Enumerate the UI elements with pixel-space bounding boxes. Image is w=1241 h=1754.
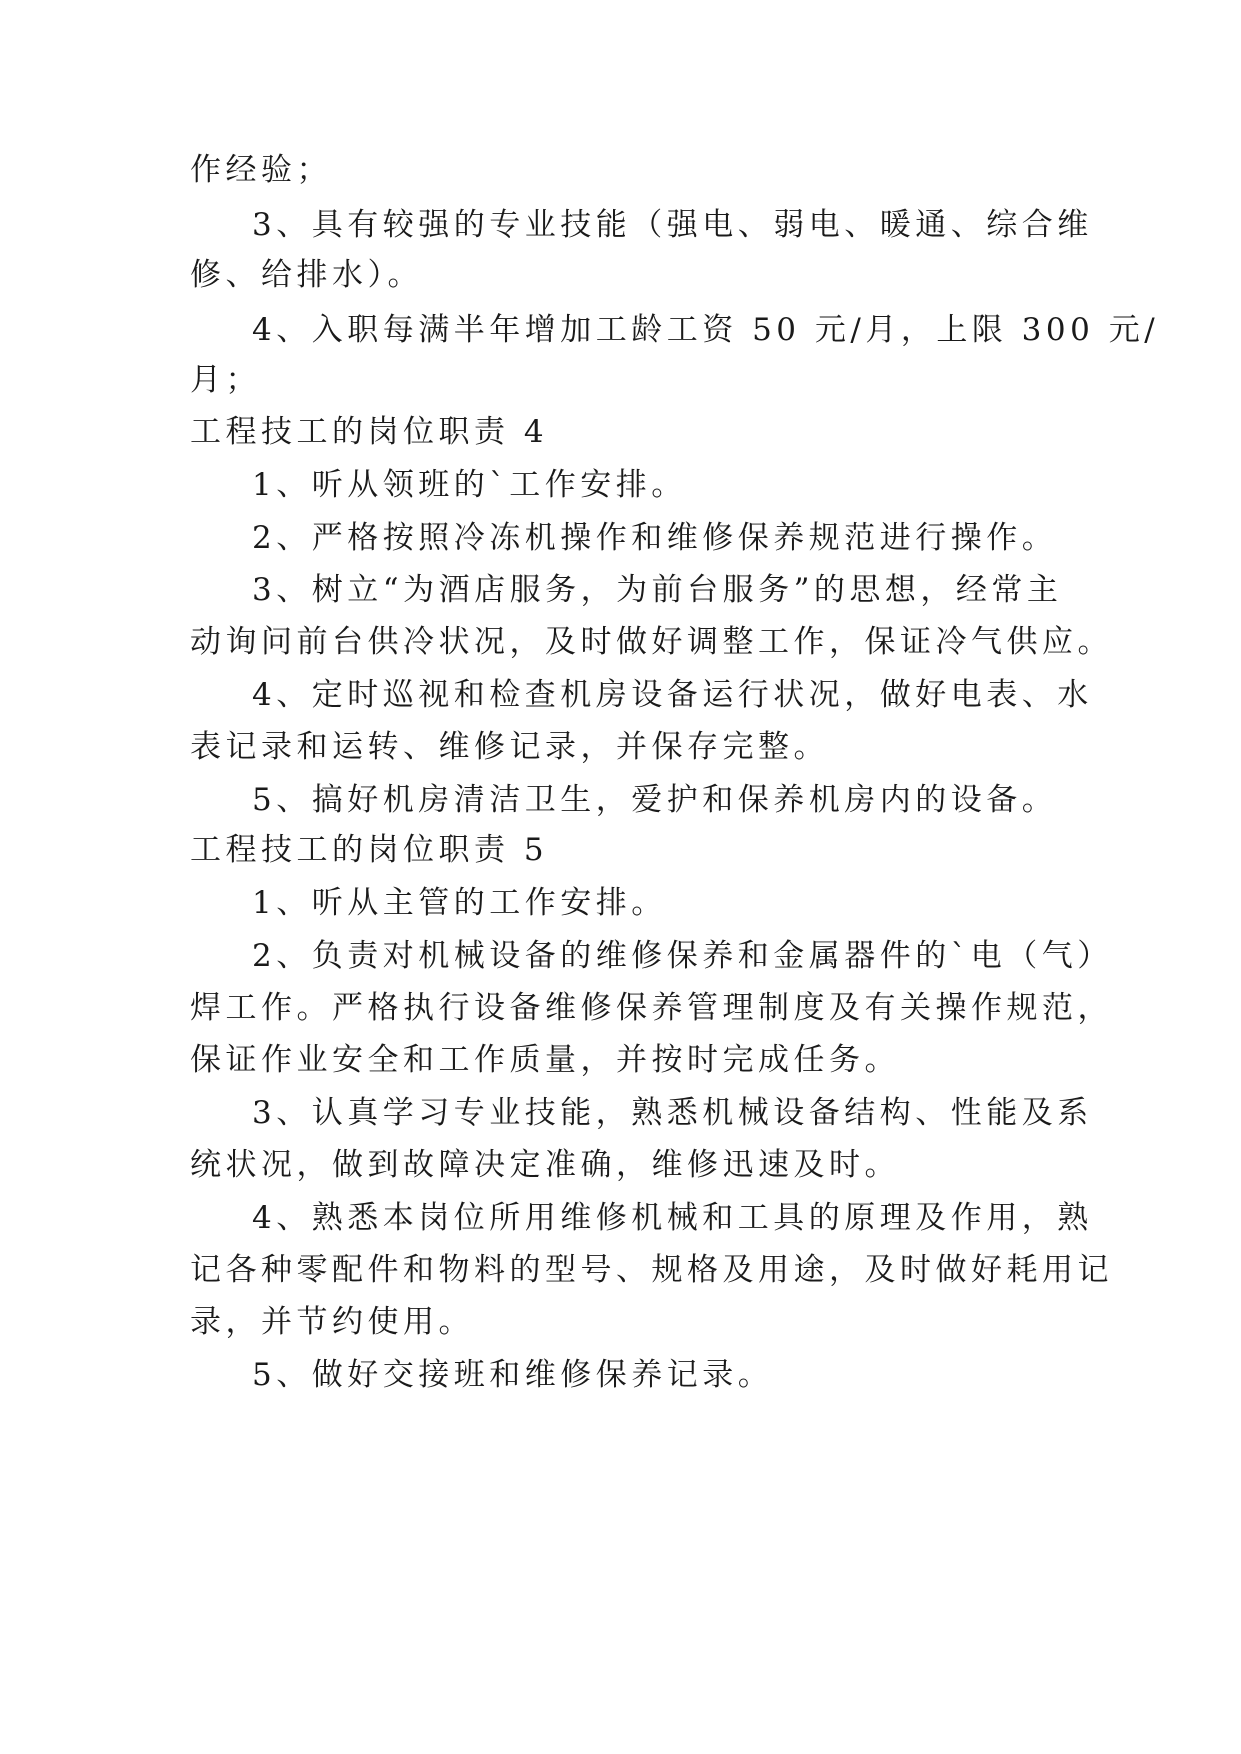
text-line: 动询问前台供冷状况，及时做好调整工作，保证冷气供应。 bbox=[190, 624, 1113, 660]
text-line: 1、听从领班的`工作安排。 bbox=[252, 467, 687, 503]
section-heading: 工程技工的岗位职责 5 bbox=[190, 832, 549, 868]
text-line: 焊工作。严格执行设备维修保养管理制度及有关操作规范， bbox=[190, 990, 1113, 1026]
text-line: 4、熟悉本岗位所用维修机械和工具的原理及作用，熟 bbox=[252, 1200, 1093, 1236]
text-line: 表记录和运转、维修记录，并保存完整。 bbox=[190, 729, 829, 765]
text-line: 保证作业安全和工作质量，并按时完成任务。 bbox=[190, 1042, 900, 1078]
text-line: 2、严格按照冷冻机操作和维修保养规范进行操作。 bbox=[252, 520, 1058, 556]
text-line: 5、搞好机房清洁卫生，爱护和保养机房内的设备。 bbox=[252, 782, 1058, 818]
text-line: 作经验； bbox=[190, 152, 332, 188]
text-line: 4、定时巡视和检查机房设备运行状况，做好电表、水 bbox=[252, 677, 1093, 713]
text-line: 5、做好交接班和维修保养记录。 bbox=[252, 1357, 774, 1393]
text-line: 记各种零配件和物料的型号、规格及用途，及时做好耗用记 bbox=[190, 1252, 1113, 1288]
text-line: 统状况，做到故障决定准确，维修迅速及时。 bbox=[190, 1147, 900, 1183]
text-line: 月； bbox=[190, 362, 261, 398]
text-line: 2、负责对机械设备的维修保养和金属器件的`电（气） bbox=[252, 938, 1113, 974]
text-line: 3、树立“为酒店服务，为前台服务”的思想，经常主 bbox=[252, 572, 1063, 608]
section-heading: 工程技工的岗位职责 4 bbox=[190, 414, 549, 450]
text-line: 1、听从主管的工作安排。 bbox=[252, 885, 667, 921]
text-line: 3、具有较强的专业技能（强电、弱电、暖通、综合维 bbox=[252, 207, 1093, 243]
text-line: 4、入职每满半年增加工龄工资 50 元/月，上限 300 元/ bbox=[252, 312, 1160, 348]
text-line: 修、给排水）。 bbox=[190, 257, 423, 293]
text-line: 3、认真学习专业技能，熟悉机械设备结构、性能及系 bbox=[252, 1095, 1093, 1131]
text-line: 录，并节约使用。 bbox=[190, 1304, 474, 1340]
